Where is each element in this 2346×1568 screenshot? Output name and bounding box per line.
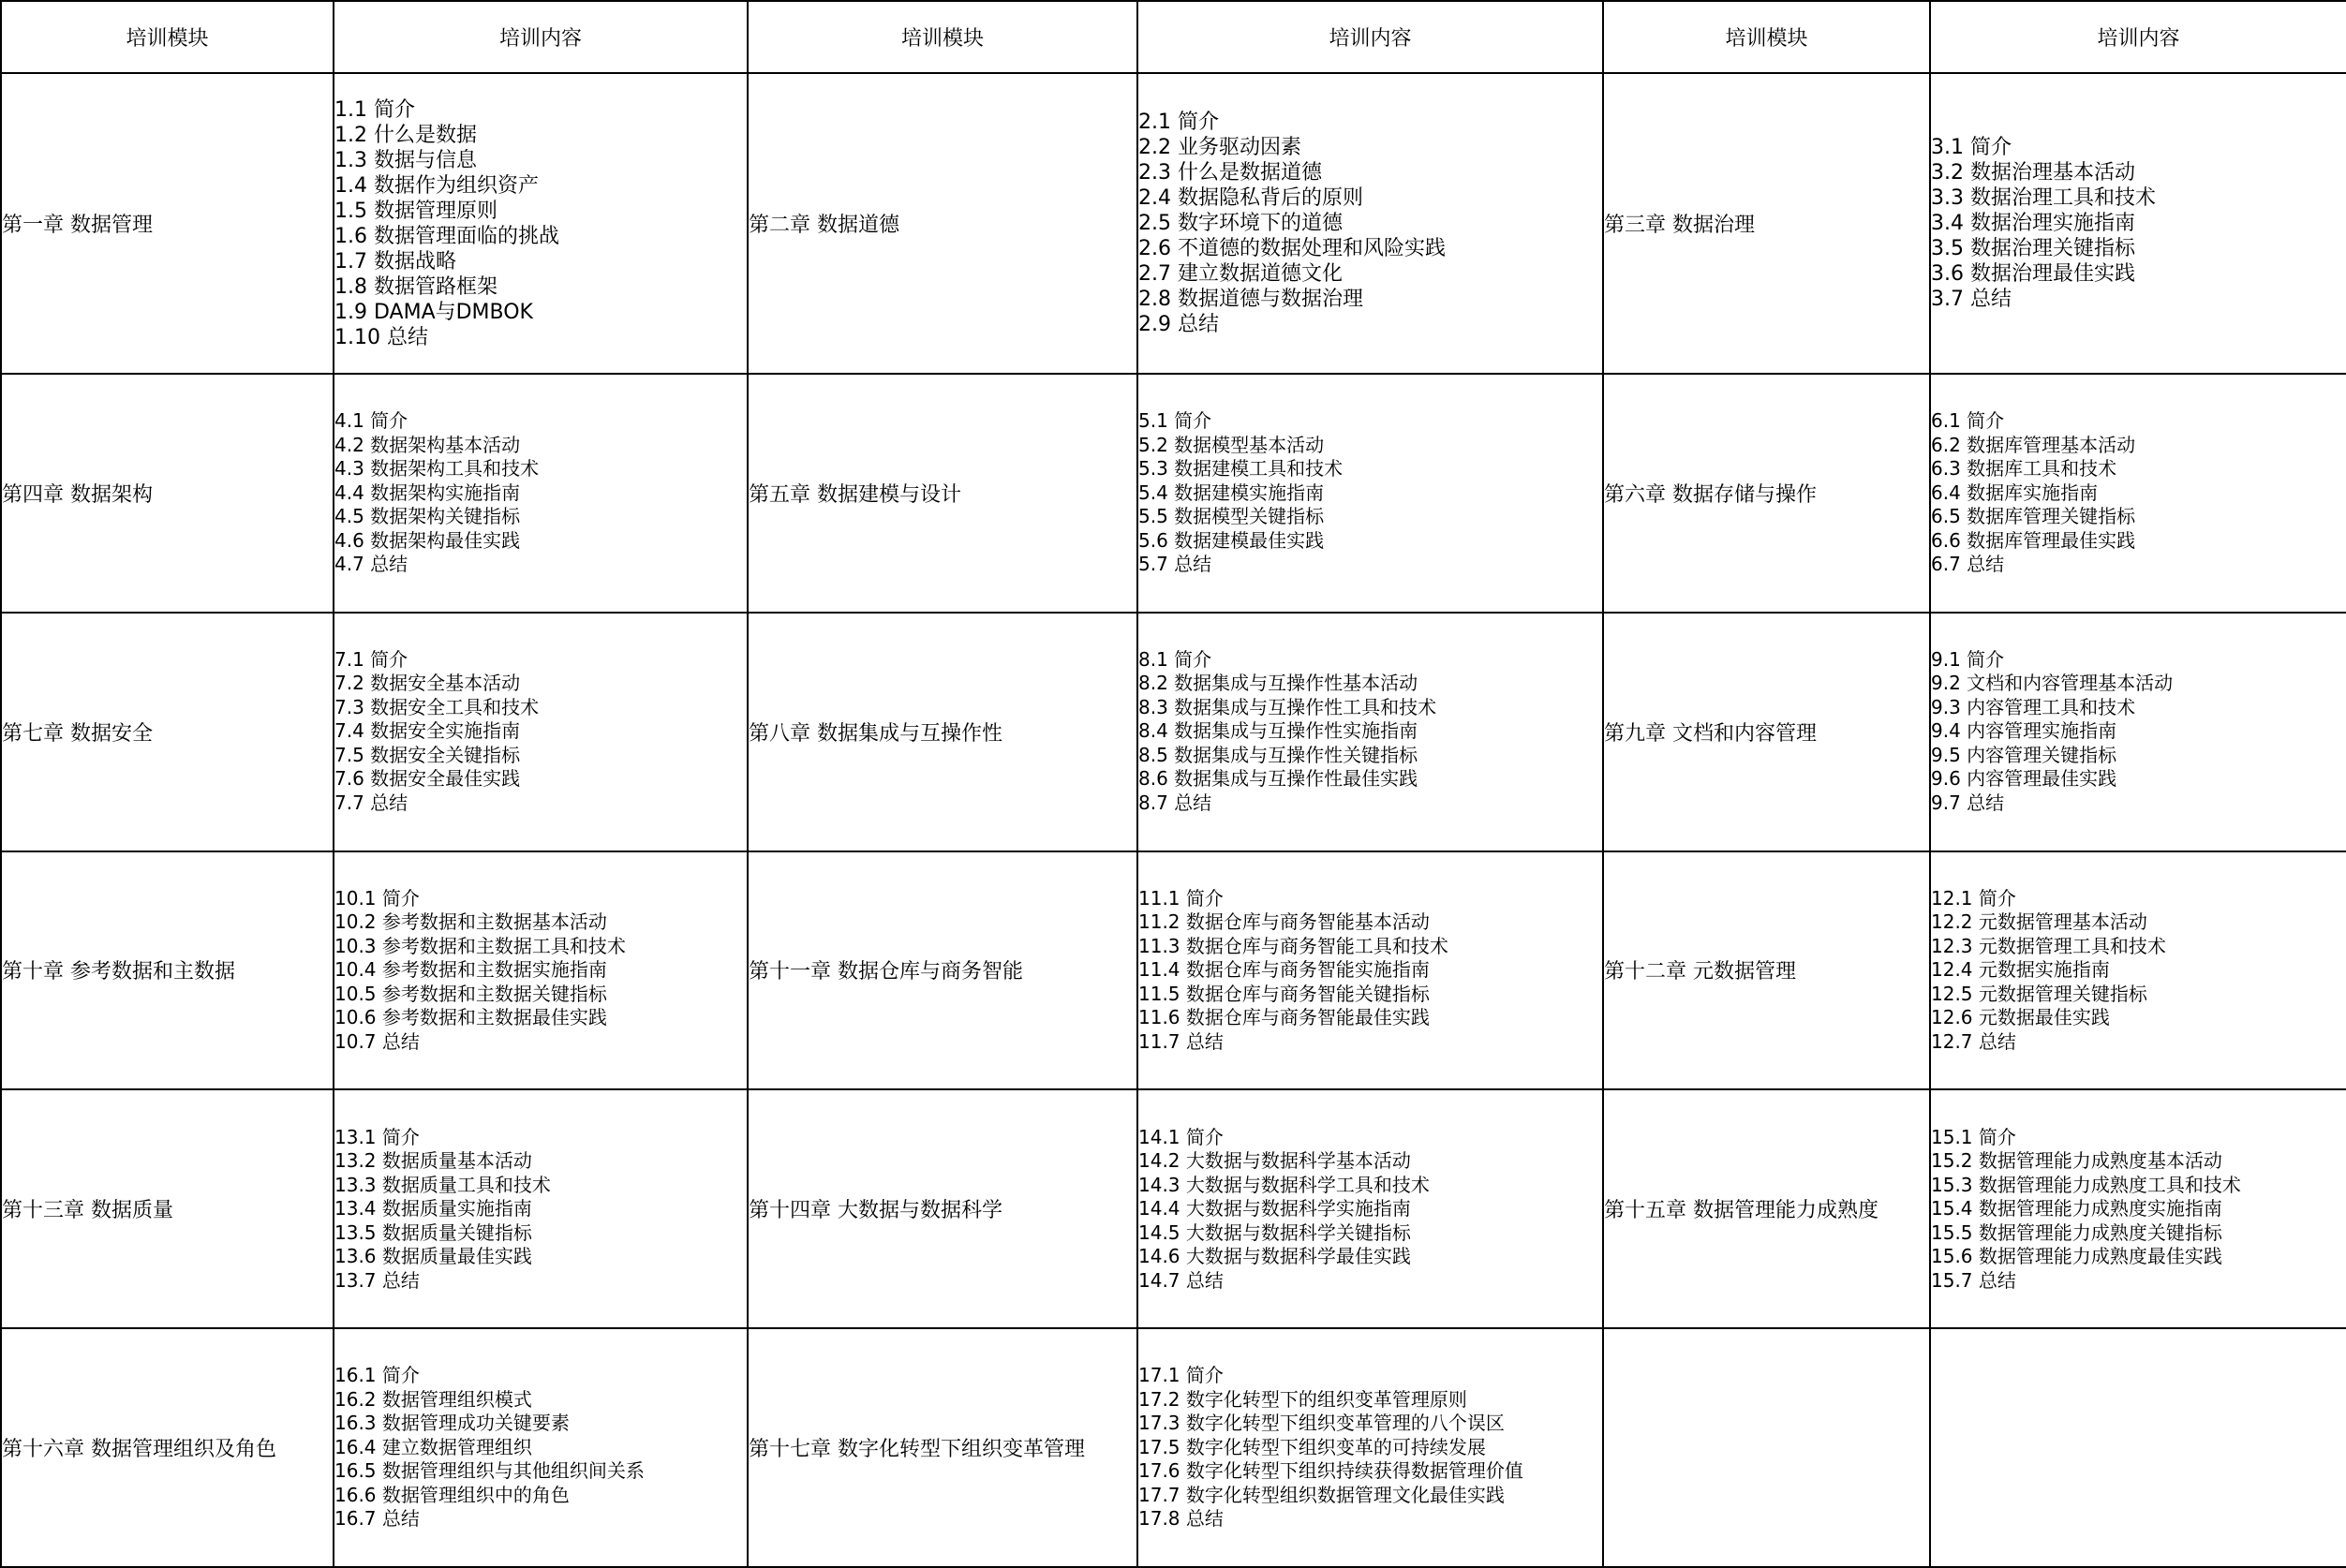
content-item: 17.1 简介: [1138, 1364, 1224, 1387]
content-item: 11.2 数据仓库与商务智能基本活动: [1138, 910, 1430, 934]
content-cell: [1930, 1328, 2346, 1567]
header-module-2: 培训模块: [748, 1, 1137, 73]
content-item: 5.6 数据建模最佳实践: [1138, 528, 1325, 552]
content-item: 8.2 数据集成与互操作性基本活动: [1138, 672, 1418, 695]
content-item: 2.2 业务驱动因素: [1138, 136, 1301, 159]
header-content-2: 培训内容: [1137, 1, 1603, 73]
content-item: 1.8 数据管路框架: [334, 274, 497, 299]
content-item: 10.7 总结: [334, 1029, 420, 1053]
content-cell: [1930, 1089, 2346, 1328]
content-item: 9.5 内容管理关键指标: [1931, 743, 2117, 766]
content-item: 1.7 数据战略: [334, 249, 456, 274]
content-cell: [1137, 73, 1603, 374]
content-item: 16.7 总结: [334, 1507, 420, 1531]
content-item: 7.5 数据安全关键指标: [334, 743, 521, 766]
content-item: 12.4 元数据实施指南: [1931, 958, 2110, 982]
content-item: 12.1 简介: [1931, 886, 2016, 910]
content-item: 16.2 数据管理组织模式: [334, 1387, 532, 1411]
content-item: 7.4 数据安全实施指南: [334, 719, 521, 743]
content-item: 2.5 数字环境下的道德: [1138, 212, 1343, 235]
content-item: 7.1 简介: [334, 647, 408, 671]
content-cell: [1930, 613, 2346, 851]
content-list: [1931, 1126, 2346, 1294]
content-list: [1138, 1126, 1602, 1294]
content-item: 6.6 数据库管理最佳实践: [1931, 528, 2136, 552]
content-item: 8.5 数据集成与互操作性关键指标: [1138, 743, 1418, 766]
content-item: 13.3 数据质量工具和技术: [334, 1173, 551, 1196]
content-item: 10.1 简介: [334, 886, 420, 910]
content-cell: [334, 1089, 748, 1328]
header-content-3: 培训内容: [1930, 1, 2346, 73]
content-item: 9.3 内容管理工具和技术: [1931, 695, 2136, 718]
content-item: 15.3 数据管理能力成熟度工具和技术: [1931, 1173, 2241, 1196]
content-item: 9.4 内容管理实施指南: [1931, 719, 2117, 743]
content-item: 4.1 简介: [334, 409, 408, 433]
content-item: 13.1 简介: [334, 1125, 420, 1148]
content-item: 7.7 总结: [334, 791, 408, 814]
content-item: 3.4 数据治理实施指南: [1931, 212, 2135, 235]
content-item: 1.5 数据管理原则: [334, 199, 497, 223]
content-item: 6.1 简介: [1931, 409, 2005, 433]
content-item: 2.9 总结: [1138, 313, 1219, 336]
content-item: 17.7 数字化转型组织数据管理文化最佳实践: [1138, 1483, 1505, 1506]
content-item: 5.4 数据建模实施指南: [1138, 481, 1325, 504]
module-cell: 第十四章 大数据与数据科学: [748, 1089, 1137, 1328]
content-item: 11.1 简介: [1138, 886, 1224, 910]
content-item: 13.5 数据质量关键指标: [334, 1220, 532, 1244]
content-item: 3.1 简介: [1931, 136, 2012, 159]
content-item: 16.1 简介: [334, 1364, 420, 1387]
module-cell: 第二章 数据道德: [748, 73, 1137, 374]
content-list: [1931, 135, 2346, 312]
content-item: 1.6 数据管理面临的挑战: [334, 224, 559, 248]
content-item: 6.7 总结: [1931, 553, 2005, 576]
content-item: 1.9 DAMA与DMBOK: [334, 300, 533, 324]
content-list: [1138, 887, 1602, 1055]
content-item: 1.10 总结: [334, 325, 428, 349]
content-cell: [334, 613, 748, 851]
content-item: 14.6 大数据与数据科学最佳实践: [1138, 1245, 1411, 1268]
content-cell: [1137, 613, 1603, 851]
content-item: 3.6 数据治理最佳实践: [1931, 262, 2135, 286]
module-cell: 第十六章 数据管理组织及角色: [1, 1328, 334, 1567]
content-item: 8.6 数据集成与互操作性最佳实践: [1138, 767, 1418, 791]
content-item: 16.5 数据管理组织与其他组织间关系: [334, 1459, 645, 1483]
content-item: 8.4 数据集成与互操作性实施指南: [1138, 719, 1418, 743]
content-item: 15.6 数据管理能力成熟度最佳实践: [1931, 1245, 2222, 1268]
content-item: 16.6 数据管理组织中的角色: [334, 1483, 570, 1506]
module-cell: 第八章 数据集成与互操作性: [748, 613, 1137, 851]
content-cell: [1137, 1328, 1603, 1567]
content-item: 12.2 元数据管理基本活动: [1931, 910, 2147, 934]
content-item: 8.7 总结: [1138, 791, 1212, 814]
module-cell: 第五章 数据建模与设计: [748, 374, 1137, 613]
content-item: 5.3 数据建模工具和技术: [1138, 457, 1344, 481]
content-item: 12.7 总结: [1931, 1029, 2016, 1053]
content-cell: [334, 374, 748, 613]
content-list: [1138, 1364, 1602, 1531]
content-item: 2.1 简介: [1138, 111, 1219, 134]
content-list: [1931, 648, 2346, 816]
content-item: 15.1 简介: [1931, 1125, 2016, 1148]
content-item: 4.7 总结: [334, 553, 408, 576]
content-item: 17.8 总结: [1138, 1507, 1224, 1531]
content-item: 9.7 总结: [1931, 791, 2005, 814]
content-item: 4.6 数据架构最佳实践: [334, 528, 521, 552]
content-item: 14.1 简介: [1138, 1125, 1224, 1148]
content-item: 13.2 数据质量基本活动: [334, 1149, 532, 1173]
content-item: 9.2 文档和内容管理基本活动: [1931, 672, 2174, 695]
content-cell: [1930, 73, 2346, 374]
content-item: 7.2 数据安全基本活动: [334, 672, 521, 695]
content-item: 6.2 数据库管理基本活动: [1931, 433, 2136, 456]
content-item: 6.5 数据库管理关键指标: [1931, 505, 2136, 528]
module-cell: 第七章 数据安全: [1, 613, 334, 851]
table-row: [1, 851, 2346, 1090]
content-item: 17.2 数字化转型下的组织变革管理原则: [1138, 1387, 1467, 1411]
content-item: 11.5 数据仓库与商务智能关键指标: [1138, 982, 1430, 1005]
header-content-1: 培训内容: [334, 1, 748, 73]
header-module-3: 培训模块: [1603, 1, 1930, 73]
content-item: 11.3 数据仓库与商务智能工具和技术: [1138, 934, 1448, 957]
content-item: 2.3 什么是数据道德: [1138, 161, 1322, 185]
content-item: 11.7 总结: [1138, 1029, 1224, 1053]
content-item: 9.6 内容管理最佳实践: [1931, 767, 2117, 791]
content-item: 16.4 建立数据管理组织: [334, 1435, 532, 1458]
module-cell: 第十章 参考数据和主数据: [1, 851, 334, 1090]
content-item: 3.3 数据治理工具和技术: [1931, 186, 2156, 210]
content-list: [334, 409, 747, 577]
content-item: 5.5 数据模型关键指标: [1138, 505, 1325, 528]
content-item: 1.1 简介: [334, 97, 415, 122]
content-item: 14.4 大数据与数据科学实施指南: [1138, 1197, 1411, 1220]
content-item: 15.4 数据管理能力成熟度实施指南: [1931, 1197, 2222, 1220]
table-row: [1, 1089, 2346, 1328]
header-module-1: 培训模块: [1, 1, 334, 73]
content-item: 8.1 简介: [1138, 647, 1212, 671]
content-list: [334, 887, 747, 1055]
content-item: 5.7 总结: [1138, 553, 1212, 576]
content-item: 12.5 元数据管理关键指标: [1931, 982, 2147, 1005]
content-item: 2.7 建立数据道德文化: [1138, 262, 1343, 286]
content-item: 10.3 参考数据和主数据工具和技术: [334, 934, 626, 957]
content-item: 13.4 数据质量实施指南: [334, 1197, 532, 1220]
content-list: [334, 97, 747, 350]
content-item: 10.5 参考数据和主数据关键指标: [334, 982, 607, 1005]
content-item: 11.4 数据仓库与商务智能实施指南: [1138, 958, 1430, 982]
content-cell: [1137, 374, 1603, 613]
content-item: 3.7 总结: [1931, 288, 2012, 311]
content-list: [1138, 648, 1602, 816]
module-cell: [1603, 1328, 1930, 1567]
content-item: 15.7 总结: [1931, 1268, 2016, 1292]
table-row: [1, 73, 2346, 374]
content-item: 4.3 数据架构工具和技术: [334, 457, 540, 481]
module-cell: 第十二章 元数据管理: [1603, 851, 1930, 1090]
content-item: 17.3 数字化转型下组织变革管理的八个误区: [1138, 1412, 1505, 1435]
content-item: 4.2 数据架构基本活动: [334, 433, 521, 456]
content-list: [334, 1364, 747, 1531]
content-cell: [334, 851, 748, 1090]
content-item: 12.6 元数据最佳实践: [1931, 1006, 2110, 1029]
content-item: 15.5 数据管理能力成熟度关键指标: [1931, 1220, 2222, 1244]
content-item: 5.2 数据模型基本活动: [1138, 433, 1325, 456]
module-cell: 第六章 数据存储与操作: [1603, 374, 1930, 613]
content-item: 7.3 数据安全工具和技术: [334, 695, 540, 718]
module-cell: 第四章 数据架构: [1, 374, 334, 613]
content-item: 17.6 数字化转型下组织持续获得数据管理价值: [1138, 1459, 1523, 1483]
header-row: [1, 1, 2346, 73]
content-item: 14.2 大数据与数据科学基本活动: [1138, 1149, 1411, 1173]
content-cell: [1137, 851, 1603, 1090]
content-item: 10.6 参考数据和主数据最佳实践: [334, 1006, 607, 1029]
content-list: [1931, 409, 2346, 577]
content-item: 14.5 大数据与数据科学关键指标: [1138, 1220, 1411, 1244]
content-item: 9.1 简介: [1931, 647, 2005, 671]
content-item: 15.2 数据管理能力成熟度基本活动: [1931, 1149, 2222, 1173]
content-item: 13.7 总结: [334, 1268, 420, 1292]
content-item: 4.5 数据架构关键指标: [334, 505, 521, 528]
content-cell: [1930, 374, 2346, 613]
table-row: [1, 613, 2346, 851]
content-list: [1931, 887, 2346, 1055]
content-cell: [1137, 1089, 1603, 1328]
content-item: 6.4 数据库实施指南: [1931, 481, 2099, 504]
content-item: 14.3 大数据与数据科学工具和技术: [1138, 1173, 1430, 1196]
content-item: 10.2 参考数据和主数据基本活动: [334, 910, 607, 934]
content-item: 1.4 数据作为组织资产: [334, 173, 539, 198]
content-item: 17.5 数字化转型下组织变革的可持续发展: [1138, 1435, 1486, 1458]
content-item: 3.2 数据治理基本活动: [1931, 161, 2135, 185]
content-item: 14.7 总结: [1138, 1268, 1224, 1292]
module-cell: 第九章 文档和内容管理: [1603, 613, 1930, 851]
module-cell: 第十三章 数据质量: [1, 1089, 334, 1328]
table-row: [1, 1328, 2346, 1567]
content-list: [1138, 409, 1602, 577]
content-item: 2.6 不道德的数据处理和风险实践: [1138, 237, 1446, 260]
module-cell: 第一章 数据管理: [1, 73, 334, 374]
content-item: 1.3 数据与信息: [334, 148, 477, 172]
content-list: [1138, 110, 1602, 337]
content-item: 2.8 数据道德与数据治理: [1138, 288, 1363, 311]
content-item: 8.3 数据集成与互操作性工具和技术: [1138, 695, 1437, 718]
content-item: 5.1 简介: [1138, 409, 1212, 433]
content-item: 6.3 数据库工具和技术: [1931, 457, 2117, 481]
content-list: [334, 648, 747, 816]
content-item: 11.6 数据仓库与商务智能最佳实践: [1138, 1006, 1430, 1029]
content-item: 1.2 什么是数据: [334, 123, 477, 147]
content-item: 4.4 数据架构实施指南: [334, 481, 521, 504]
content-item: 12.3 元数据管理工具和技术: [1931, 934, 2166, 957]
content-item: 7.6 数据安全最佳实践: [334, 767, 521, 791]
content-item: 3.5 数据治理关键指标: [1931, 237, 2135, 260]
content-cell: [1930, 851, 2346, 1090]
content-cell: [334, 1328, 748, 1567]
module-cell: 第十七章 数字化转型下组织变革管理: [748, 1328, 1137, 1567]
content-list: [334, 1126, 747, 1294]
content-item: 16.3 数据管理成功关键要素: [334, 1412, 570, 1435]
content-item: 2.4 数据隐私背后的原则: [1138, 186, 1363, 210]
module-cell: 第三章 数据治理: [1603, 73, 1930, 374]
module-cell: 第十五章 数据管理能力成熟度: [1603, 1089, 1930, 1328]
content-item: 13.6 数据质量最佳实践: [334, 1245, 532, 1268]
content-item: 10.4 参考数据和主数据实施指南: [334, 958, 607, 982]
content-cell: [334, 73, 748, 374]
table-row: [1, 374, 2346, 613]
module-cell: 第十一章 数据仓库与商务智能: [748, 851, 1137, 1090]
table-body: [1, 73, 2346, 1567]
